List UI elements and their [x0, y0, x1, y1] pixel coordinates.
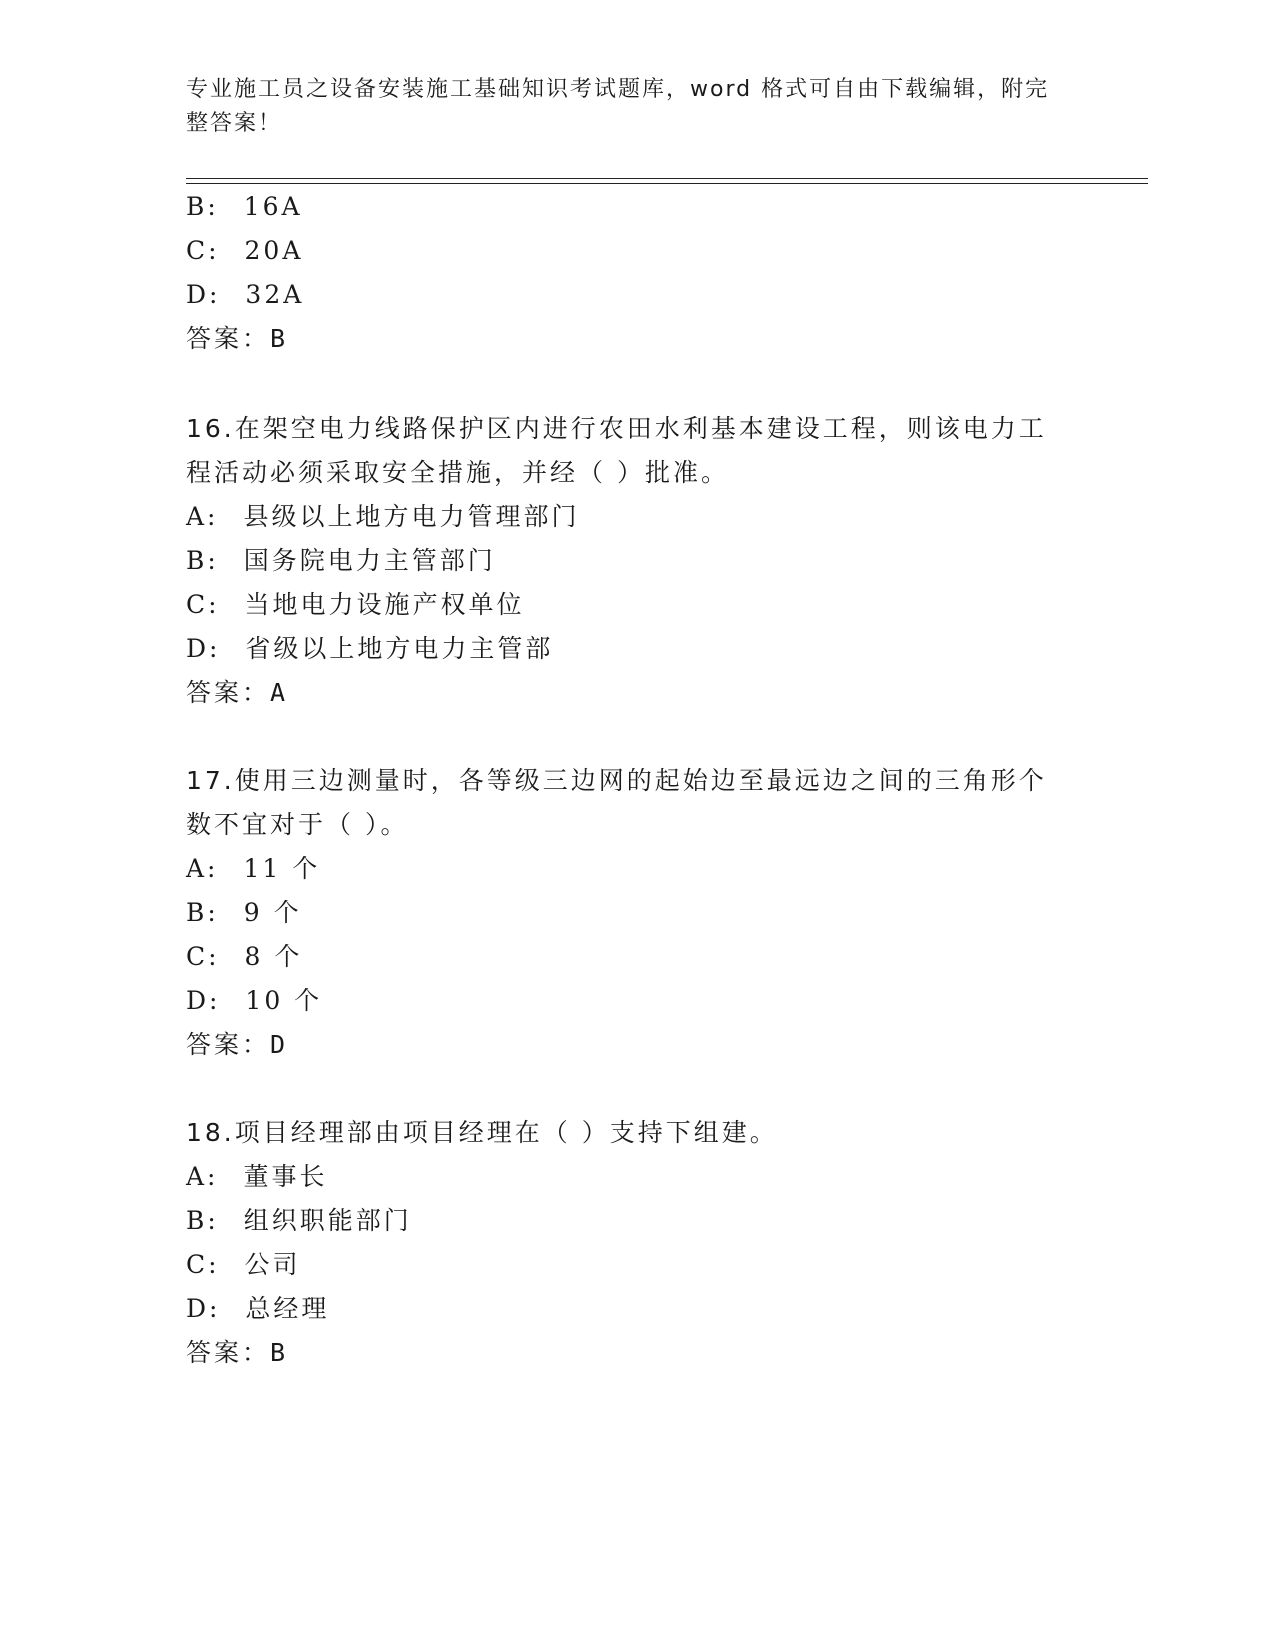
- document-header-title: 专业施工员之设备安装施工基础知识考试题库，word 格式可自由下载编辑，附完整答案！: [186, 77, 1050, 136]
- option-text: 16A: [243, 192, 303, 221]
- q15-option-d: [186, 278, 1086, 312]
- header-divider-top: [186, 178, 1148, 179]
- q17-option-b: [186, 896, 1086, 930]
- option-text: 当地电力设施产权单位: [244, 590, 525, 619]
- q16-option-c: [186, 588, 1086, 622]
- answer-value: D: [270, 1030, 289, 1059]
- answer-label: 答案：: [186, 678, 271, 707]
- option-label: D:: [186, 1294, 221, 1323]
- q15-option-c: [186, 234, 1086, 268]
- q16-stem-line-2: 程活动必须采取安全措施，并经（ ）批准。: [186, 458, 729, 487]
- option-text: 组织职能部门: [243, 1206, 412, 1235]
- option-label: C:: [186, 942, 220, 971]
- q17-stem-line-2: 数不宜对于（ ）。: [186, 810, 409, 839]
- option-text: 县级以上地方电力管理部门: [243, 502, 580, 531]
- option-label: A:: [186, 1162, 219, 1191]
- q18-option-b: [186, 1204, 1086, 1238]
- option-label: A:: [186, 854, 219, 883]
- q17-stem-line-1: 17.使用三边测量时，各等级三边网的起始边至最远边之间的三角形个: [186, 766, 1047, 795]
- q18-option-d: [186, 1292, 1086, 1326]
- option-text: 20A: [244, 236, 304, 265]
- option-text: 国务院电力主管部门: [243, 546, 496, 575]
- answer-label: 答案：: [186, 1030, 271, 1059]
- q18-answer: [186, 1336, 1086, 1370]
- header-divider-bottom: [186, 183, 1148, 184]
- q16-option-b: [186, 544, 1086, 578]
- option-text: 32A: [245, 280, 305, 309]
- option-label: B:: [186, 898, 219, 927]
- q18-stem-line-1: 18.项目经理部由项目经理在（ ）支持下组建。: [186, 1118, 778, 1147]
- q16-answer: [186, 676, 1086, 710]
- q18-option-c: [186, 1248, 1086, 1282]
- option-label: A:: [186, 502, 219, 531]
- q17-option-d: [186, 984, 1086, 1018]
- option-label: B:: [186, 192, 219, 221]
- q16-option-d: [186, 632, 1086, 666]
- option-label: C:: [186, 1250, 220, 1279]
- q16-stem-line-1: 16.在架空电力线路保护区内进行农田水利基本建设工程，则该电力工: [186, 414, 1047, 443]
- answer-label: 答案：: [186, 1338, 271, 1367]
- option-text: 11 个: [243, 854, 321, 883]
- q17-option-a: [186, 852, 1086, 886]
- q15-answer: [186, 322, 1086, 356]
- option-label: B:: [186, 546, 219, 575]
- option-text: 董事长: [243, 1162, 328, 1191]
- option-text: 公司: [244, 1250, 301, 1279]
- answer-label: 答案：: [186, 324, 271, 353]
- option-label: D:: [186, 986, 221, 1015]
- q15-option-b: [186, 190, 1086, 224]
- q18-option-a: [186, 1160, 1086, 1194]
- option-label: D:: [186, 634, 221, 663]
- answer-value: A: [270, 678, 289, 707]
- answer-value: B: [270, 324, 289, 353]
- option-label: D:: [186, 280, 221, 309]
- option-label: B:: [186, 1206, 219, 1235]
- option-text: 9 个: [243, 898, 302, 927]
- option-text: 省级以上地方电力主管部: [245, 634, 554, 663]
- option-text: 10 个: [245, 986, 323, 1015]
- q17-option-c: [186, 940, 1086, 974]
- option-text: 8 个: [244, 942, 303, 971]
- q16-option-a: [186, 500, 1086, 534]
- option-label: C:: [186, 590, 220, 619]
- option-text: 总经理: [245, 1294, 330, 1323]
- answer-value: B: [270, 1338, 289, 1367]
- q17-answer: [186, 1028, 1086, 1062]
- option-label: C:: [186, 236, 220, 265]
